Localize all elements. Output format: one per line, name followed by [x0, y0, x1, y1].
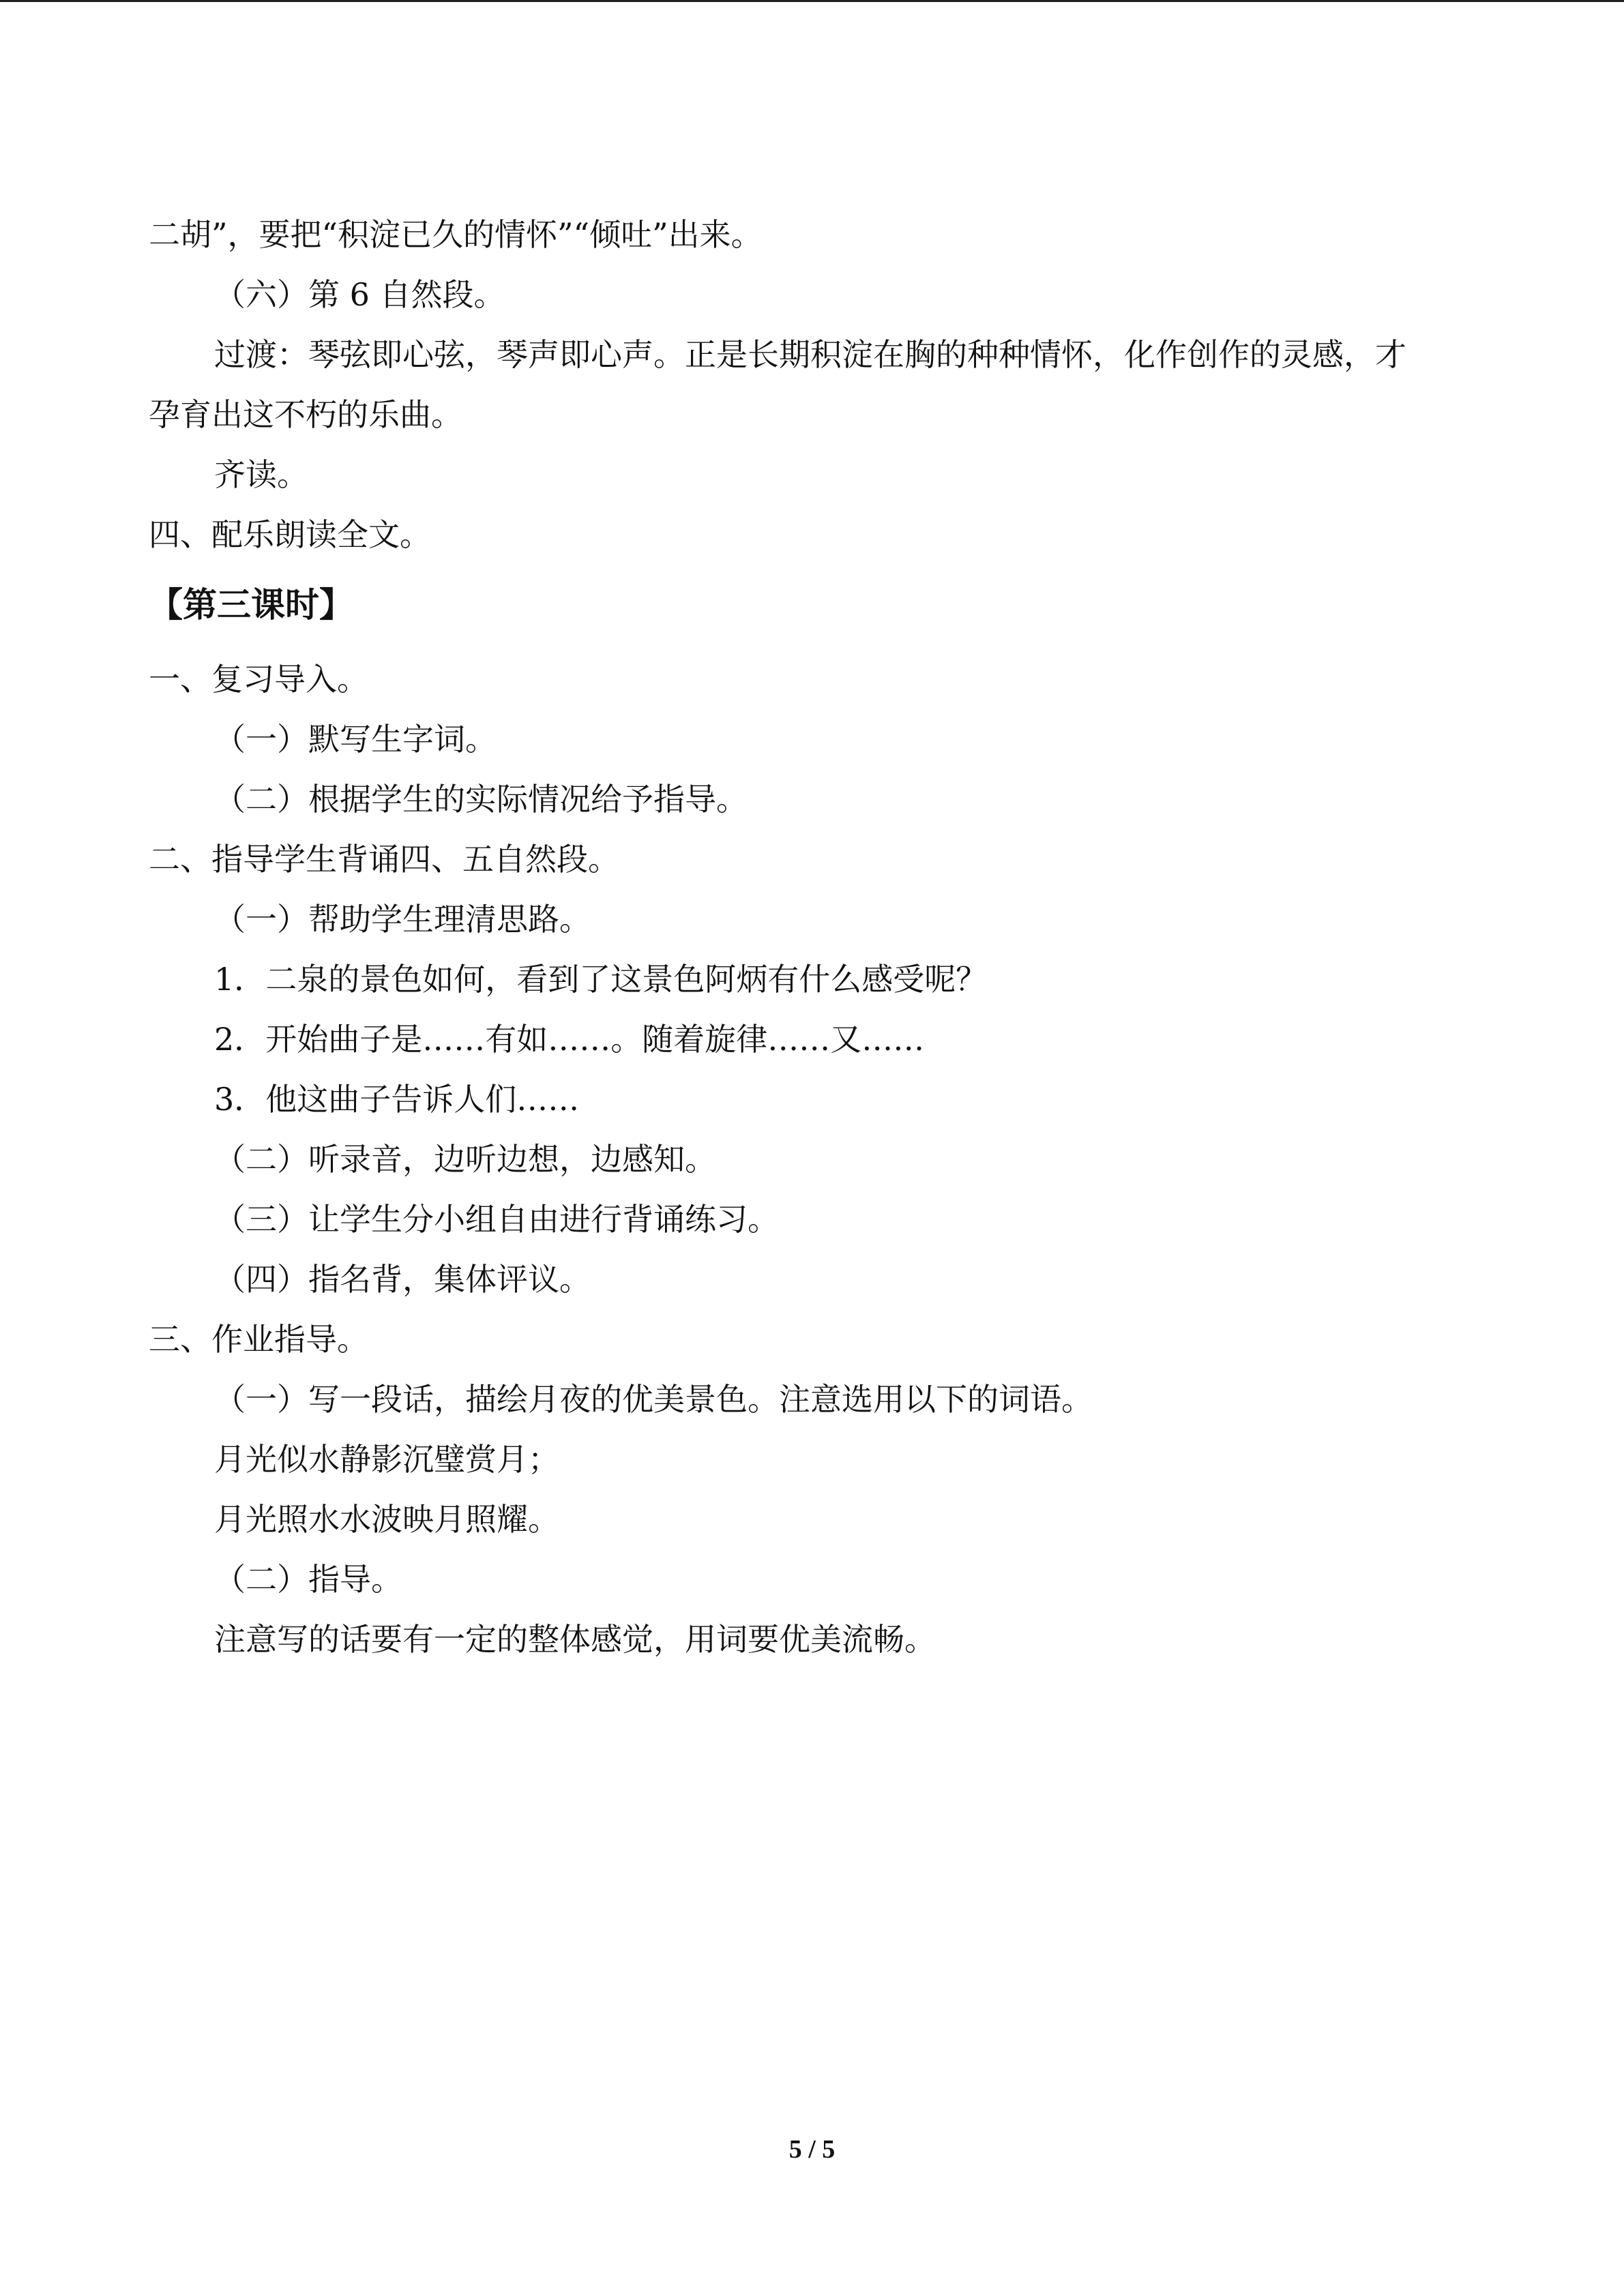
text-line: （三）让学生分小组自由进行背诵练习。	[214, 1201, 779, 1238]
text-line: 齐读。	[214, 456, 308, 493]
text-line: 月光似水静影沉璧赏月；	[214, 1441, 559, 1478]
text-line: （一）帮助学生理清思路。	[214, 901, 591, 938]
page-number: 5 / 5	[788, 2135, 836, 2164]
text-line: （一）默写生字词。	[214, 721, 497, 758]
page-top-border	[0, 0, 1624, 2]
text-line: 2．开始曲子是……有如……。随着旋律……又……	[214, 1021, 925, 1058]
text-line: 二、指导学生背诵四、五自然段。	[149, 841, 619, 878]
text-line: （四）指名背，集体评议。	[214, 1261, 591, 1298]
text-line: 孕育出这不朽的乐曲。	[149, 396, 462, 433]
text-line: （二）听录音，边听边想，边感知。	[214, 1141, 716, 1178]
text-line: （一）写一段话，描绘月夜的优美景色。注意选用以下的词语。	[214, 1381, 1093, 1418]
document-body	[149, 205, 1472, 1669]
text-line: （二）根据学生的实际情况给予指导。	[214, 781, 748, 818]
text-line: （六）第 6 自然段。	[214, 276, 505, 313]
text-line: 注意写的话要有一定的整体感觉，用词要优美流畅。	[214, 1621, 936, 1658]
text-line: 1．二泉的景色如何，看到了这景色阿炳有什么感受呢？	[214, 961, 988, 998]
paragraph-block-continuation	[149, 205, 1472, 565]
text-line: 月光照水水波映月照耀。	[214, 1501, 559, 1538]
text-line: （二）指导。	[214, 1561, 402, 1598]
text-line: 过渡：琴弦即心弦，琴声即心声。正是长期积淀在胸的种种情怀，化作创作的灵感，才	[214, 336, 1406, 373]
text-line: 3．他这曲子告诉人们……	[214, 1081, 580, 1118]
text-line: 三、作业指导。	[149, 1321, 368, 1358]
text-line: 四、配乐朗读全文。	[149, 516, 431, 553]
section-heading: 【第三课时】	[149, 585, 353, 625]
paragraph-block-lesson-three	[149, 649, 1472, 1669]
text-line: 二胡”，要把“积淀已久的情怀”“倾吐”出来。	[149, 216, 763, 253]
text-line: 一、复习导入。	[149, 661, 368, 698]
